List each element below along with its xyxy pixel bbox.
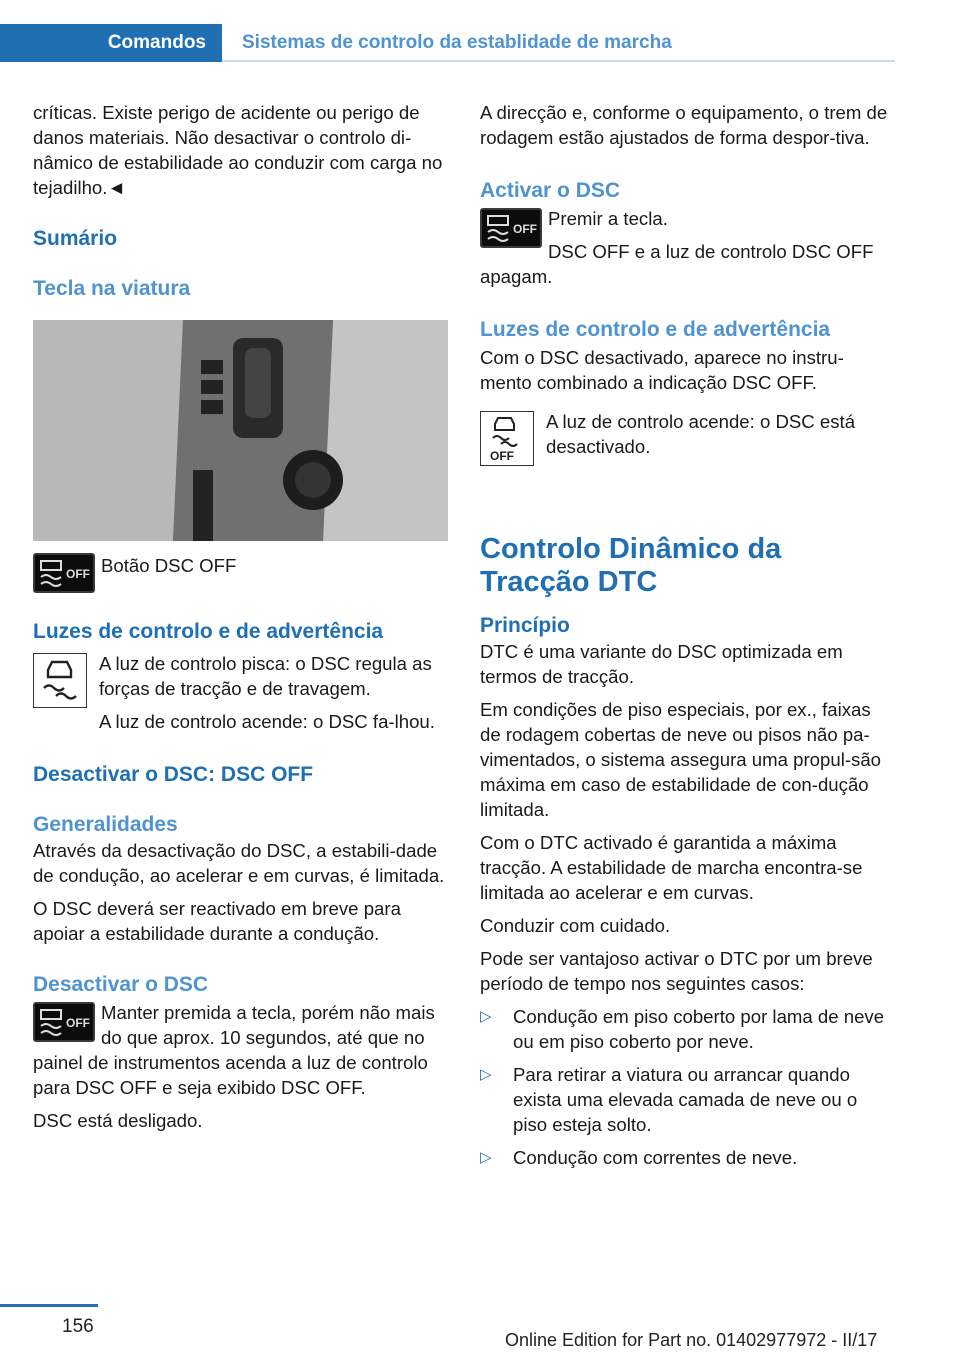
dsc-warning-light-icon — [33, 653, 87, 708]
heading-desactivar-dsc-off: Desactivar o DSC: DSC OFF — [33, 763, 314, 786]
dtc-paragraph-4: Conduzir com cuidado. — [480, 915, 671, 936]
left-column — [33, 100, 448, 1141]
header-rule — [222, 60, 895, 62]
right-column — [480, 100, 895, 1178]
luzes-paragraph-2: A luz de controlo acende: o DSC está desactivado. — [546, 411, 856, 457]
heading-sumario: Sumário — [33, 227, 118, 250]
heading-principio: Princípio — [480, 614, 570, 637]
dsc-off-warning-light-icon — [480, 411, 534, 466]
bullet-marker-icon: ▷ — [480, 1149, 492, 1166]
heading-generalidades: Generalidades — [33, 813, 178, 836]
bullet-marker-icon: ▷ — [480, 1066, 492, 1083]
dsc-off-button-icon — [33, 553, 95, 593]
svg-text:OFF: OFF — [66, 567, 90, 581]
right-intro-paragraph: A direcção e, conforme o equipamento, o trem de rodagem estão ajustados de forma despor-tiva. — [480, 102, 888, 148]
dtc-paragraph-2: Em condições de piso especiais, por ex., faixas de rodagem cobertas de neve ou pisos não pa-vimentados, o sistema assegura uma propul-são máxima em caso de estabilidade de con-dução limitada. — [480, 699, 882, 820]
footer-rule — [0, 1304, 98, 1307]
svg-text:OFF: OFF — [513, 222, 537, 236]
intro-paragraph: críticas. Existe perigo de acidente ou perigo de danos materiais. Não desactivar o controlo di-nâmico de estabilidade ao conduzir com carga no tejadilho.◄ — [33, 102, 443, 198]
edition-note: Online Edition for Part no. 01402977972 - II/17 — [505, 1330, 878, 1350]
heading-desactivar-dsc: Desactivar o DSC — [33, 973, 209, 996]
activar-paragraph-2: DSC OFF e a luz de controlo DSC OFF apagam. — [480, 241, 874, 287]
bullet-marker-icon: ▷ — [480, 1008, 492, 1025]
list-item-text: Para retirar a viatura ou arrancar quando exista uma elevada camada de neve ou o piso esteja solto. — [513, 1064, 858, 1135]
desactivar-paragraph-1: Manter premida a tecla, porém não mais do que aprox. 10 segundos, até que no painel de instrumentos acenda a luz de controlo para DSC OFF e seja exibido DSC OFF. — [33, 1002, 435, 1098]
dtc-paragraph-1: DTC é uma variante do DSC optimizada em termos de tracção. — [480, 641, 843, 687]
generalidades-paragraph-2: O DSC deverá ser reactivado em breve para apoiar a estabilidade durante a condução. — [33, 898, 401, 944]
list-item — [480, 1004, 895, 1054]
section-title[interactable]: Sistemas de controlo da establidade de marcha — [242, 32, 672, 53]
page-number: 156 — [62, 1316, 94, 1337]
list-item-text: Condução em piso coberto por lama de neve ou em piso coberto por neve. — [513, 1006, 885, 1052]
luz-acende-text: A luz de controlo acende: o DSC fa-lhou. — [99, 711, 435, 732]
dtc-paragraph-3: Com o DTC activado é garantida a máxima tracção. A estabilidade de marcha encontra-se limitada ao acelerar e em curvas. — [480, 832, 863, 903]
button-caption: Botão DSC OFF — [101, 555, 237, 576]
heading-luzes-right: Luzes de controlo e de advertência — [480, 318, 831, 341]
list-item — [480, 1145, 895, 1170]
desactivar-paragraph-2: DSC está desligado. — [33, 1110, 203, 1131]
dtc-paragraph-5: Pode ser vantajoso activar o DTC por um breve período de tempo nos seguintes casos: — [480, 948, 873, 994]
list-item-text: Condução com correntes de neve. — [513, 1147, 798, 1168]
center-console-photo — [33, 320, 448, 541]
heading-dtc: Controlo Dinâmico da Tracção DTC — [480, 533, 782, 598]
generalidades-paragraph-1: Através da desactivação do DSC, a estabili-dade de condução, ao acelerar e em curvas, é limitada. — [33, 840, 445, 886]
list-item — [480, 1062, 895, 1137]
heading-activar-dsc: Activar o DSC — [480, 179, 621, 202]
page-header — [0, 24, 895, 62]
svg-text:OFF: OFF — [490, 449, 514, 463]
heading-tecla: Tecla na viatura — [33, 277, 191, 300]
luz-pisca-text: A luz de controlo pisca: o DSC regula as forças de tracção e de travagem. — [99, 653, 432, 699]
activar-paragraph-1: Premir a tecla. — [548, 208, 668, 229]
luzes-paragraph-1: Com o DSC desactivado, aparece no instru-mento combinado a indicação DSC OFF. — [480, 347, 844, 393]
chapter-tab[interactable]: Comandos — [0, 24, 222, 62]
svg-text:OFF: OFF — [66, 1016, 90, 1030]
heading-luzes: Luzes de controlo e de advertência — [33, 620, 384, 643]
dsc-off-button-icon-3 — [480, 208, 542, 248]
dsc-off-button-icon-2 — [33, 1002, 95, 1042]
